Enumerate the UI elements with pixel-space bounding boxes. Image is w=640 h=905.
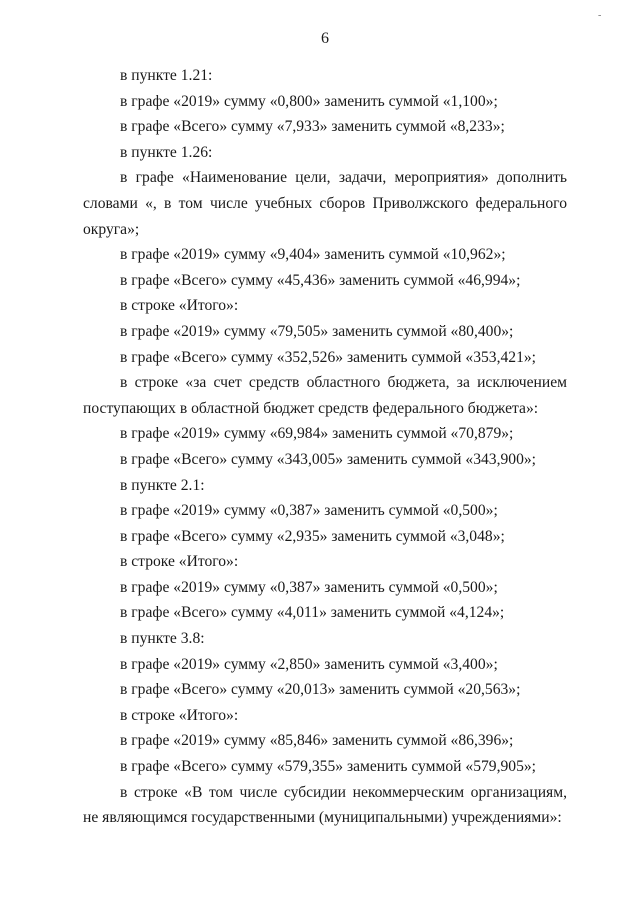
paragraph: в графе «Всего» сумму «45,436» заменить суммой «46,994»;	[120, 271, 521, 289]
paragraph: в пункте 3.8:	[120, 630, 205, 648]
paragraph: в графе «Всего» сумму «4,011» заменить суммой «4,124»;	[120, 604, 505, 622]
paragraph: в пункте 1.26:	[120, 143, 213, 161]
page-number: 6	[321, 30, 329, 47]
paragraph: в графе «Всего» сумму «7,933» заменить суммой «8,233»;	[120, 118, 505, 136]
paragraph: в графе «2019» сумму «0,800» заменить суммой «1,100»;	[120, 92, 498, 110]
document-body	[83, 63, 567, 831]
paragraph: в графе «Наименование цели, задачи, мероприятия» дополнить словами «, в том числе учебных сборов Приволжского федерального округа»;	[83, 169, 567, 238]
corner-mark: -	[598, 10, 602, 21]
paragraph: в графе «Всего» сумму «343,005» заменить суммой «343,900»;	[120, 450, 537, 468]
paragraph: в графе «2019» сумму «85,846» заменить суммой «86,396»;	[120, 732, 514, 750]
paragraph: в графе «Всего» сумму «2,935» заменить суммой «3,048»;	[120, 527, 505, 545]
paragraph: в строке «Итого»:	[120, 706, 239, 724]
paragraph: в строке «Итого»:	[120, 553, 239, 571]
paragraph: в графе «2019» сумму «0,387» заменить суммой «0,500»;	[120, 578, 498, 596]
paragraph: в графе «Всего» сумму «579,355» заменить суммой «579,905»;	[120, 758, 537, 776]
paragraph: в графе «Всего» сумму «20,013» заменить суммой «20,563»;	[120, 681, 521, 699]
paragraph: в графе «2019» сумму «0,387» заменить суммой «0,500»;	[120, 502, 498, 520]
paragraph: в графе «Всего» сумму «352,526» заменить суммой «353,421»;	[120, 348, 537, 366]
paragraph: в графе «2019» сумму «79,505» заменить суммой «80,400»;	[120, 322, 514, 340]
paragraph: в строке «В том числе субсидии некоммерческим организациям, не являющимся государственными (муниципальными) учреждениями»:	[83, 783, 567, 827]
paragraph: в графе «2019» сумму «69,984» заменить суммой «70,879»;	[120, 425, 514, 443]
paragraph: в пункте 2.1:	[120, 476, 205, 494]
paragraph: в графе «2019» сумму «9,404» заменить суммой «10,962»;	[120, 246, 506, 264]
paragraph: в строке «за счет средств областного бюджета, за исключением поступающих в областной бюджет средств федерального бюджета»:	[83, 374, 567, 417]
paragraph: в строке «Итого»:	[120, 297, 239, 315]
paragraph: в графе «2019» сумму «2,850» заменить суммой «3,400»;	[120, 655, 498, 673]
paragraph: в пункте 1.21:	[120, 67, 213, 84]
